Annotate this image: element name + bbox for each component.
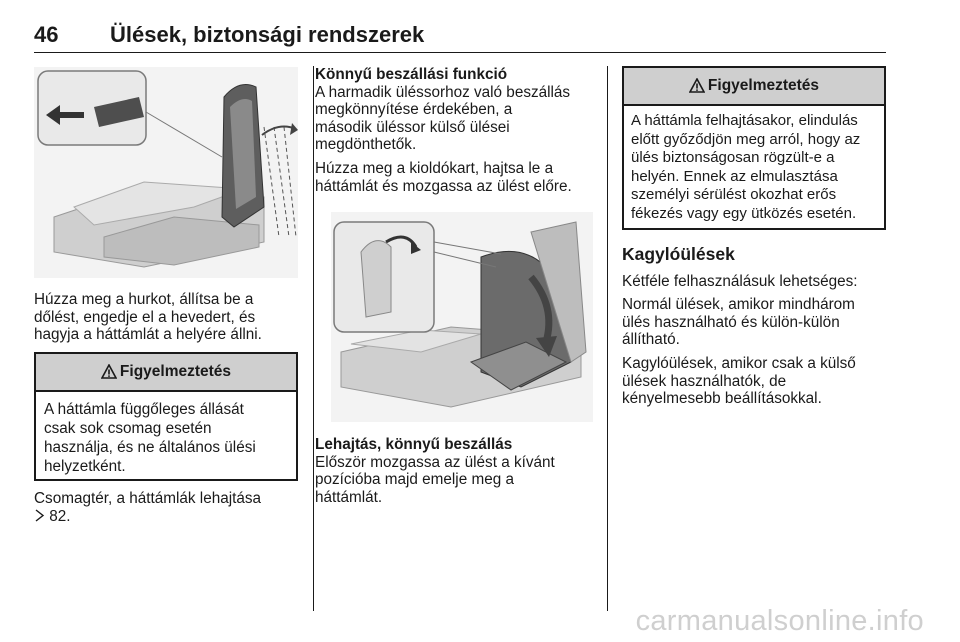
warning-text [36,392,296,484]
recline-caption [34,291,304,344]
body-line: megkönnyítése érdekében, a [315,101,513,119]
body-line: megdönthetők. [315,136,417,154]
warning-header [36,354,296,392]
caption-line: Húzza meg a hurkot, állítsa be a [34,291,254,308]
caption-line: hagyja a háttámlát a helyére állni. [34,326,262,344]
warning-line: helyén. Ennek az elmulasztása [631,167,838,185]
body-line: Húzza meg a kioldókart, hajtsa le a [315,159,554,177]
body-line: Kagylóülések, amikor csak a külső [622,354,856,372]
warning-line: A háttámla függőleges állását [44,401,244,418]
cargo-reference [34,490,304,525]
warning-line: fékezés vagy egy ütközés esetén. [631,204,857,222]
shell-seats-section [622,246,892,408]
page-reference-arrow-icon [34,509,45,522]
body-line: kényelmesebb beállításokkal. [622,390,822,408]
easy-entry-section [315,66,607,195]
section-heading: Könnyű beszállási funkció [315,66,508,83]
warning-line: helyzetként. [44,458,126,475]
subsection-heading: Lehajtás, könnyű beszállás [315,436,513,453]
column-divider-left [313,66,314,611]
fold-easy-entry-section [315,436,607,506]
page-number: 46 [34,22,59,47]
warning-header [624,68,884,106]
body-line: Normál ülések, amikor mindhárom [622,296,855,314]
section-heading: Kagylóülések [622,244,735,264]
reference-line [34,508,304,526]
body-line: Kétféle felhasználásuk lehetséges: [622,272,858,290]
warning-box-raise [622,66,886,230]
warning-box-backrest [34,352,298,481]
warning-title: Figyelmeztetés [707,77,820,94]
warning-triangle-icon [689,78,705,94]
body-line: Először mozgassa az ülést a kívánt [315,453,555,471]
watermark: carmanualsonline.info [635,605,924,637]
warning-triangle-icon [101,364,117,380]
caption-line: dőlést, engedje el a hevedert, és [34,308,256,326]
page-header [34,22,886,52]
body-line: háttámlát és mozgassa az ülést előre. [315,177,572,195]
warning-line: személyi sérülést okozhat erős [631,186,837,203]
body-line: állítható. [622,331,680,349]
body-line: második üléssor külső ülései [315,118,510,136]
easy-entry-illustration [331,212,593,422]
chapter-title: Ülések, biztonsági rendszerek [110,22,425,47]
seat-recline-illustration [34,67,298,278]
body-line: ülés használható és külön-külön [622,313,840,331]
warning-line: előtt győződjön meg arról, hogy az [631,130,861,148]
warning-line: A háttámla felhajtásakor, elindulás [631,112,858,129]
warning-line: használja, és ne általános ülési [44,439,256,456]
body-line: ülések használhatók, de [622,372,787,390]
warning-line: ülés biztonságosan rögzült-e a [631,149,835,166]
reference-page-link[interactable]: 82. [49,507,71,525]
body-line: háttámlát. [315,488,383,506]
warning-text [624,106,884,229]
body-line: pozícióba majd emelje meg a [315,471,514,489]
column-divider-right [607,66,608,611]
warning-title: Figyelmeztetés [119,363,232,380]
reference-text: Csomagtér, a háttámlák lehajtása [34,490,262,507]
body-line: A harmadik üléssorhoz való beszállás [315,83,571,101]
warning-line: csak sok csomag esetén [44,420,212,437]
header-rule [34,52,886,53]
